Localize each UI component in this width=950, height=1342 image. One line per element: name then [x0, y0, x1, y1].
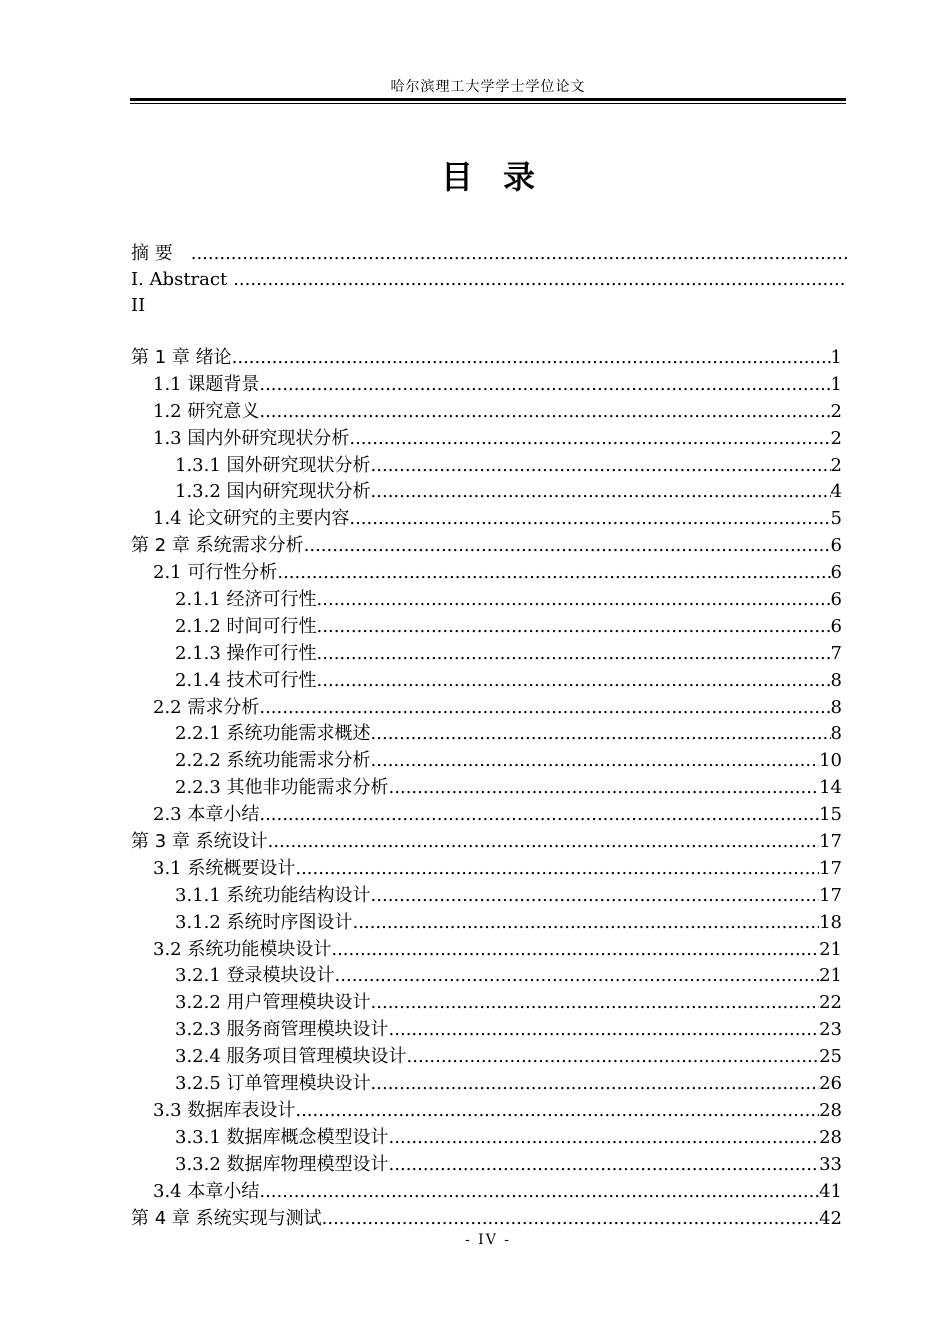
running-header: 哈尔滨理工大学学士学位论文	[390, 79, 586, 95]
toc-entry-page: 8	[830, 723, 842, 745]
toc-entry-page: 1	[830, 347, 842, 368]
toc-entry-label: 2.2.1 系统功能需求概述	[175, 723, 371, 745]
toc-leader-dots	[259, 399, 830, 426]
toc-entry-label: 第 4 章 系统实现与测试	[131, 1207, 322, 1229]
toc-leader-dots	[317, 614, 831, 641]
toc-entry[interactable]	[131, 668, 842, 695]
toc-entry-page: 5	[830, 508, 842, 530]
toc-entry-label: 第 3 章 系统设计	[131, 831, 268, 853]
toc-leader-dots	[371, 453, 831, 480]
toc-leader-dots	[233, 267, 847, 293]
toc-entry[interactable]	[131, 587, 842, 614]
toc-entry-page: 21	[819, 965, 842, 987]
toc-entry[interactable]	[131, 748, 842, 775]
toc-entry-label: 2.3 本章小结	[153, 804, 260, 826]
toc-entry-label: 第 1 章 绪论	[131, 347, 232, 368]
toc-entry-label: 1.4 论文研究的主要内容	[153, 508, 350, 530]
toc-entry[interactable]	[131, 1071, 842, 1098]
toc-leader-dots	[259, 695, 830, 722]
toc-leader-dots	[389, 1017, 820, 1044]
toc-leader-dots	[304, 533, 831, 560]
toc-leader-dots	[349, 506, 830, 533]
toc-entry[interactable]	[131, 399, 842, 426]
toc-entry-page: 28	[819, 1126, 842, 1148]
toc-entry-page: 28	[819, 1099, 842, 1121]
toc-entry-page: 7	[830, 642, 842, 664]
toc-entry-page: 2	[830, 454, 842, 476]
toc-entry-label: 1.1 课题背景	[153, 373, 260, 395]
toc-entry-page: 22	[819, 992, 842, 1014]
toc-entry-page: II	[131, 295, 146, 316]
toc-entry-label: 3.2.5 订单管理模块设计	[175, 1073, 371, 1095]
toc-entry[interactable]	[131, 1152, 842, 1179]
toc-entry-page: 4	[830, 481, 842, 503]
toc-entry[interactable]	[131, 506, 842, 533]
header-rule-thick	[130, 98, 846, 101]
toc-entry[interactable]	[131, 937, 842, 964]
toc-entry-label: 2.1.1 经济可行性	[175, 589, 317, 611]
toc-entry-label: 1.3 国内外研究现状分析	[153, 427, 350, 449]
toc-entry[interactable]	[131, 426, 842, 453]
toc-leader-dots	[353, 910, 820, 937]
toc-entry-label: 2.1.4 技术可行性	[175, 669, 317, 691]
toc-leader-dots	[389, 1152, 820, 1179]
toc-leader-dots	[349, 426, 830, 453]
toc-entry-label: 3.3.2 数据库物理模型设计	[175, 1153, 389, 1175]
toc-entry-label: 3.2.3 服务商管理模块设计	[175, 1019, 389, 1041]
toc-entry-abstract-en-page	[131, 293, 847, 319]
toc-entry-page: 26	[819, 1073, 842, 1095]
toc-entry[interactable]	[131, 345, 842, 372]
toc-leader-dots	[317, 641, 831, 668]
toc-entry[interactable]	[131, 910, 842, 937]
toc-leader-dots	[371, 1071, 820, 1098]
toc-entry[interactable]	[131, 1179, 842, 1206]
toc-entry[interactable]	[131, 721, 842, 748]
toc-entry-abstract-cn[interactable]	[131, 241, 847, 267]
toc-entry-page: 6	[830, 562, 842, 584]
toc-entry-label: 3.2.1 登录模块设计	[175, 965, 335, 987]
toc-entry[interactable]	[131, 1017, 842, 1044]
toc-leader-dots	[322, 1206, 819, 1233]
toc-leader-dots	[259, 372, 830, 399]
toc-entry-label: 3.3.1 数据库概念模型设计	[175, 1126, 389, 1148]
toc-leader-dots	[371, 990, 820, 1017]
toc-entry[interactable]	[131, 560, 842, 587]
toc-entry[interactable]	[131, 1206, 842, 1233]
toc-entry-label: 2.1.2 时间可行性	[175, 615, 317, 637]
toc-entry-label: 3.3 数据库表设计	[153, 1099, 296, 1121]
toc-entry-page: 17	[819, 884, 842, 906]
toc-entry[interactable]	[131, 641, 842, 668]
toc-entry-label: 1.3.2 国内研究现状分析	[175, 481, 371, 503]
toc-entry-label: 摘 要	[131, 243, 173, 264]
toc-entry-page: 8	[830, 669, 842, 691]
toc-entry[interactable]	[131, 883, 842, 910]
toc-entry-page: 17	[819, 857, 842, 879]
header-rule-thin	[130, 103, 846, 104]
toc-entry-label: 3.4 本章小结	[153, 1180, 260, 1202]
toc-entry[interactable]	[131, 802, 842, 829]
toc-entry[interactable]	[131, 1044, 842, 1071]
toc-entry-page: 14	[819, 777, 842, 799]
toc-leader-dots	[295, 1098, 819, 1125]
toc-list	[131, 345, 842, 1232]
toc-leader-dots	[371, 721, 831, 748]
toc-leader-dots	[317, 668, 831, 695]
page-title: 目录	[440, 158, 565, 196]
toc-entry-label: 2.1 可行性分析	[153, 562, 278, 584]
toc-entry[interactable]	[131, 614, 842, 641]
toc-entry-page: 42	[819, 1207, 842, 1229]
toc-leader-dots	[389, 775, 820, 802]
toc-entry-page: 17	[819, 831, 842, 853]
toc-leader-dots	[232, 345, 831, 372]
toc-entry-label: I. Abstract	[131, 269, 228, 290]
toc-entry[interactable]	[131, 533, 842, 560]
toc-leader-dots	[268, 829, 819, 856]
toc-entry-page: 18	[819, 911, 842, 933]
toc-entry-page: 8	[830, 696, 842, 718]
toc-leader-dots	[295, 856, 819, 883]
toc-entry-page: 1	[830, 373, 842, 395]
toc-entry-page: 15	[819, 804, 842, 826]
toc-entry-page: 2	[830, 427, 842, 449]
toc-entry-page: 41	[819, 1180, 842, 1202]
toc-entry[interactable]	[131, 453, 842, 480]
toc-entry-label: 2.2 需求分析	[153, 696, 260, 718]
toc-entry[interactable]	[131, 479, 842, 506]
toc-entry-label: 1.3.1 国外研究现状分析	[175, 454, 371, 476]
toc-leader-dots	[389, 1125, 820, 1152]
toc-entry-page: 10	[819, 750, 842, 772]
toc-entry-label: 1.2 研究意义	[153, 400, 260, 422]
toc-entry[interactable]	[131, 695, 842, 722]
toc-entry[interactable]	[131, 829, 842, 856]
toc-entry-page: 6	[830, 589, 842, 611]
toc-leader-dots	[277, 560, 830, 587]
toc-leader-dots	[317, 587, 831, 614]
toc-entry-label: 3.2.4 服务项目管理模块设计	[175, 1046, 407, 1068]
toc-entry-page: 23	[819, 1019, 842, 1041]
toc-entry-page: 25	[819, 1046, 842, 1068]
toc-leader-dots	[331, 937, 819, 964]
toc-leader-dots	[371, 748, 820, 775]
toc-entry[interactable]	[131, 1098, 842, 1125]
front-matter	[131, 241, 847, 319]
toc-entry-page: 6	[830, 615, 842, 637]
toc-leader-dots	[259, 1179, 819, 1206]
toc-entry-abstract-en[interactable]	[131, 267, 847, 293]
toc-leader-dots	[371, 883, 820, 910]
toc-entry-label: 3.1 系统概要设计	[153, 857, 296, 879]
toc-entry-label: 3.2.2 用户管理模块设计	[175, 992, 371, 1014]
toc-entry-page: 33	[819, 1153, 842, 1175]
toc-leader-dots	[407, 1044, 820, 1071]
toc-leader-dots	[191, 241, 847, 267]
toc-entry-label: 2.2.2 系统功能需求分析	[175, 750, 371, 772]
toc-entry-label: 2.1.3 操作可行性	[175, 642, 317, 664]
toc-entry-label: 3.1.1 系统功能结构设计	[175, 884, 371, 906]
toc-entry-label: 2.2.3 其他非功能需求分析	[175, 777, 389, 799]
page-number: - IV -	[464, 1232, 511, 1248]
toc-leader-dots	[371, 479, 831, 506]
toc-entry[interactable]	[131, 990, 842, 1017]
toc-leader-dots	[335, 963, 820, 990]
toc-entry[interactable]	[131, 372, 842, 399]
toc-entry-page: 2	[830, 400, 842, 422]
toc-entry[interactable]	[131, 775, 842, 802]
toc-entry-page: 6	[830, 535, 842, 557]
toc-entry-label: 3.2 系统功能模块设计	[153, 938, 332, 960]
toc-entry[interactable]	[131, 963, 842, 990]
toc-leader-dots	[259, 802, 819, 829]
toc-entry[interactable]	[131, 1125, 842, 1152]
toc-entry-label: 3.1.2 系统时序图设计	[175, 911, 353, 933]
toc-entry[interactable]	[131, 856, 842, 883]
toc-entry-label: 第 2 章 系统需求分析	[131, 535, 304, 557]
toc-entry-page: 21	[819, 938, 842, 960]
